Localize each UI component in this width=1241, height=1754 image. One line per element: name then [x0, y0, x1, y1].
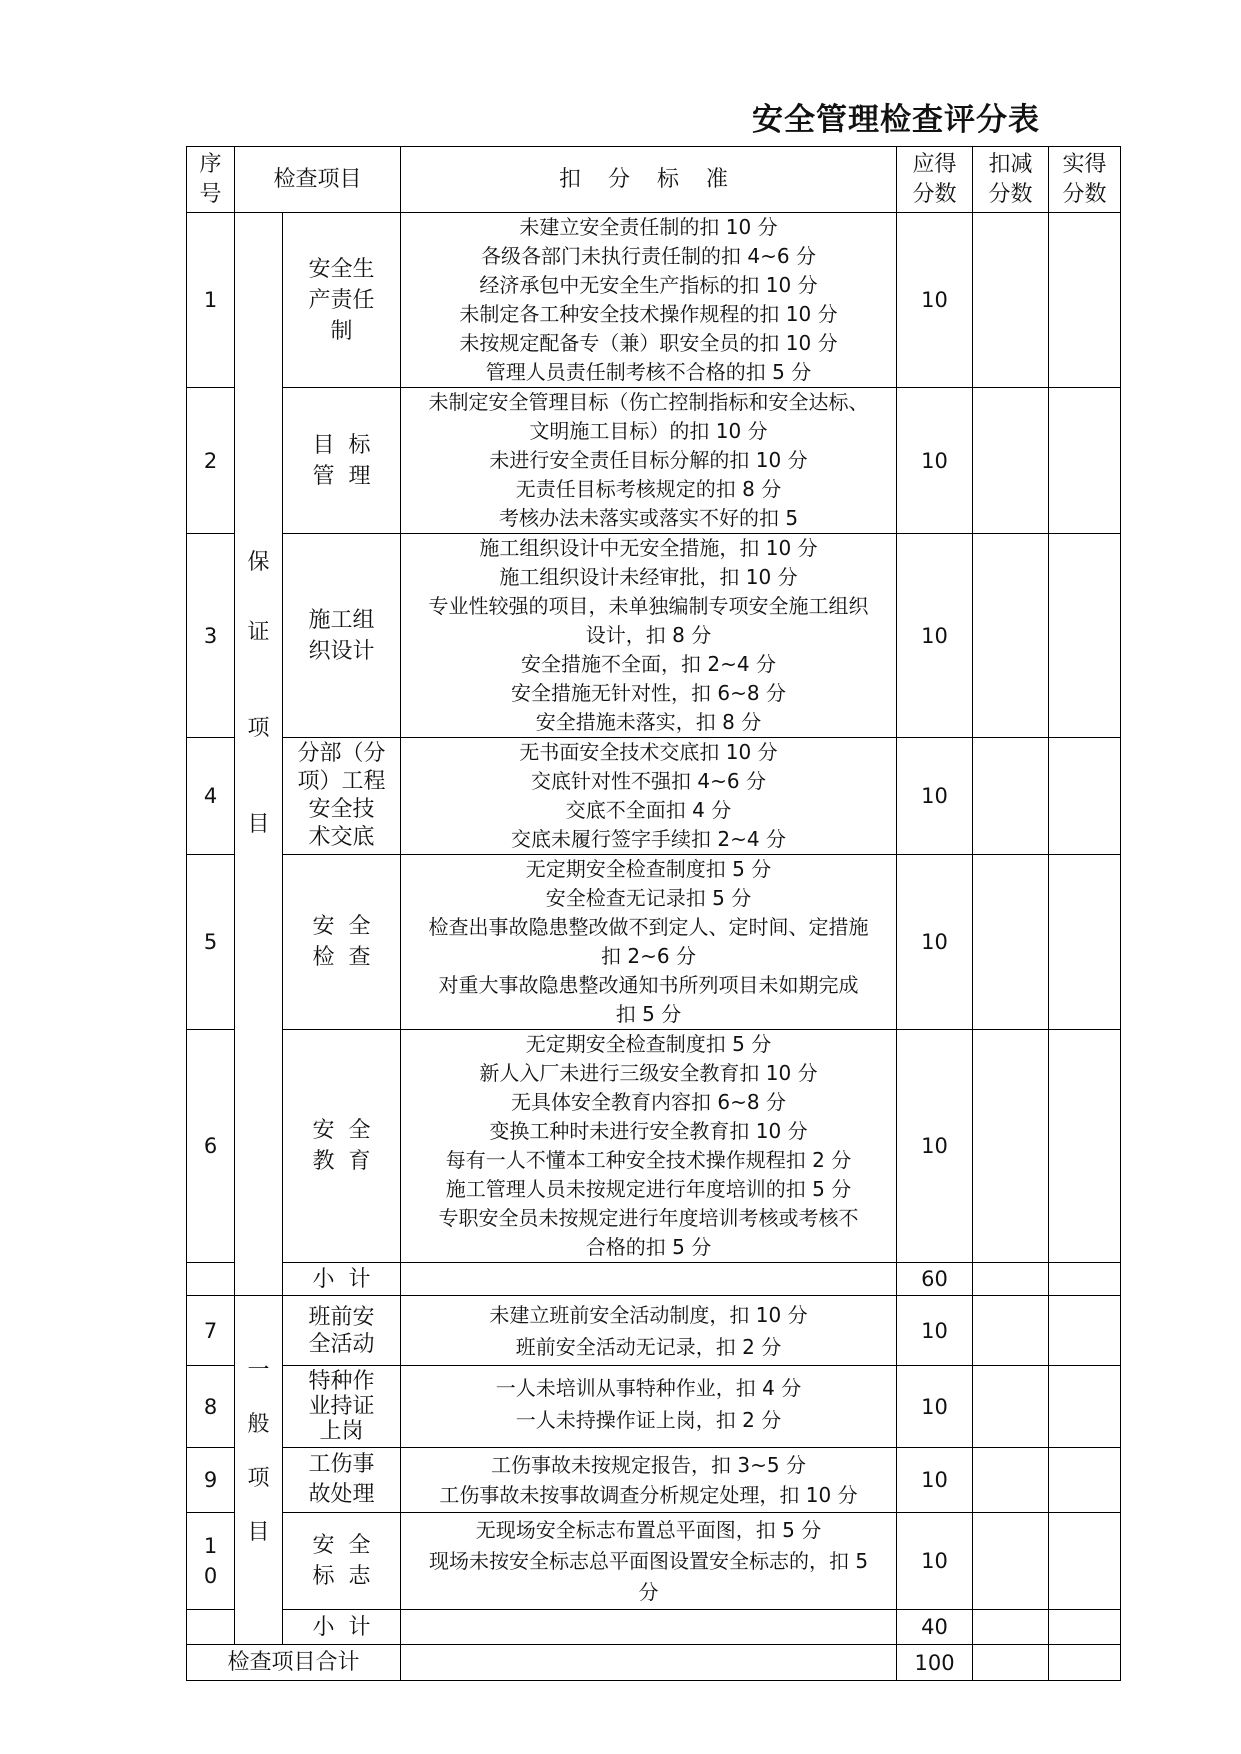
subtotal-actual [1049, 1610, 1121, 1645]
row-item-line: 分部（分 [297, 741, 386, 766]
category-guarantee [235, 213, 283, 1296]
subtotal-seq-empty [187, 1610, 235, 1645]
row-due-score: 10 [897, 1030, 973, 1263]
row-seq: 8 [187, 1366, 235, 1448]
row-actual-score [1049, 534, 1121, 738]
row-actual-score [1049, 738, 1121, 855]
row-actual-score [1049, 1296, 1121, 1366]
row-deduct-score [973, 738, 1049, 855]
row-seq: 2 [187, 388, 235, 534]
total-label: 检查项目合计 [187, 1645, 401, 1681]
row-item-line: 工伤事 [308, 1452, 375, 1477]
rule-line: 安全措施不全面，扣 2~4 分 [521, 652, 776, 676]
row-due-score: 10 [897, 738, 973, 855]
rule-line: 一人未培训从事特种作业，扣 4 分 [495, 1376, 802, 1400]
header-due-line2: 分数 [912, 181, 957, 207]
rule-line: 无责任目标考核规定的扣 8 分 [515, 477, 782, 501]
category-char: 项 [247, 716, 270, 741]
header-row [187, 147, 1121, 213]
table-row [187, 388, 1121, 534]
header-item: 检查项目 [235, 147, 401, 213]
row-seq-digit: 0 [203, 1564, 218, 1588]
row-actual-score [1049, 1366, 1121, 1448]
row-deduct-score [973, 534, 1049, 738]
rule-line: 对重大事故隐患整改通知书所列项目未如期完成 [438, 973, 859, 997]
rule-line: 安全检查无记录扣 5 分 [545, 886, 752, 910]
row-rules [401, 1296, 897, 1366]
category-char: 保 [247, 550, 270, 575]
header-seq-line1: 序 [199, 151, 222, 177]
rule-line: 经济承包中无安全生产指标的扣 10 分 [479, 273, 818, 297]
row-item-line: 业持证 [308, 1394, 375, 1419]
table-row [187, 1448, 1121, 1513]
category-char: 目 [247, 812, 270, 837]
row-rules [401, 1366, 897, 1448]
row-actual-score [1049, 388, 1121, 534]
subtotal-rules-empty [401, 1610, 897, 1645]
row-due-score: 10 [897, 855, 973, 1030]
row-deduct-score [973, 213, 1049, 388]
rule-line: 未建立班前安全活动制度，扣 10 分 [489, 1302, 808, 1327]
row-item-line: 标 志 [312, 1564, 371, 1589]
rule-line: 未进行安全责任目标分解的扣 10 分 [489, 448, 808, 472]
row-deduct-score [973, 1513, 1049, 1610]
row-rules [401, 1030, 897, 1263]
table-row [187, 738, 1121, 855]
row-actual-score [1049, 855, 1121, 1030]
rule-line: 班前安全活动无记录，扣 2 分 [515, 1334, 782, 1359]
rule-line: 无定期安全检查制度扣 5 分 [525, 1032, 772, 1056]
row-rules [401, 1448, 897, 1513]
row-seq: 5 [187, 855, 235, 1030]
rule-line: 扣 5 分 [615, 1002, 682, 1026]
row-deduct-score [973, 855, 1049, 1030]
rule-line: 专业性较强的项目，未单独编制专项安全施工组织 [428, 594, 869, 618]
row-seq: 1 [187, 213, 235, 388]
row-rules [401, 534, 897, 738]
rule-line: 未制定安全管理目标（伤亡控制指标和安全达标、 [428, 390, 869, 414]
row-item-line: 安全技 [308, 797, 375, 822]
row-deduct-score [973, 1448, 1049, 1513]
rule-line: 无书面安全技术交底扣 10 分 [519, 740, 778, 764]
row-due-score: 10 [897, 388, 973, 534]
row-item-line: 上岗 [319, 1419, 364, 1444]
table-row [187, 1513, 1121, 1610]
header-deduct-line2: 分数 [988, 181, 1033, 207]
rule-line: 交底未履行签字手续扣 2~4 分 [511, 827, 786, 851]
row-item-line: 班前安 [308, 1304, 375, 1330]
header-due [897, 147, 973, 213]
row-item-line: 安 全 [312, 1118, 371, 1143]
rule-line: 施工组织设计未经审批，扣 10 分 [499, 565, 798, 589]
total-score: 100 [897, 1645, 973, 1681]
rule-line: 交底不全面扣 4 分 [565, 798, 732, 822]
row-actual-score [1049, 1513, 1121, 1610]
category-char: 般 [247, 1412, 270, 1437]
category-general [235, 1296, 283, 1645]
row-item-line: 管 理 [312, 463, 371, 489]
subtotal-score: 40 [897, 1610, 973, 1645]
rule-line: 一人未持操作证上岗，扣 2 分 [515, 1408, 782, 1432]
subtotal-rules-empty [401, 1263, 897, 1296]
row-due-score: 10 [897, 1448, 973, 1513]
rule-line: 考核办法未落实或落实不好的扣 5 [498, 506, 799, 530]
subtotal-row [187, 1263, 1121, 1296]
row-item-line: 安 全 [312, 914, 371, 939]
rule-line: 分 [638, 1579, 659, 1604]
row-item-line: 织设计 [308, 638, 375, 664]
rule-line: 工伤事故未按事故调查分析规定处理，扣 10 分 [439, 1483, 858, 1507]
rule-line: 各级各部门未执行责任制的扣 4~6 分 [481, 244, 816, 268]
rule-line: 每有一人不懂本工种安全技术操作规程扣 2 分 [445, 1148, 852, 1172]
row-item-line: 全活动 [308, 1331, 375, 1357]
header-standard: 扣 分 标 准 [401, 147, 897, 213]
category-char: 项 [247, 1466, 270, 1491]
header-actual-line2: 分数 [1062, 181, 1107, 207]
rule-line: 现场未按安全标志总平面图设置安全标志的，扣 5 [428, 1548, 869, 1573]
rule-line: 检查出事故隐患整改做不到定人、定时间、定措施 [428, 915, 869, 939]
row-item-line: 产责任 [308, 287, 375, 313]
row-item-line: 制 [330, 318, 353, 344]
page-title: 安全管理检查评分表 [752, 102, 1040, 138]
rule-line: 未建立安全责任制的扣 10 分 [519, 215, 778, 239]
rule-line: 专职安全员未按规定进行年度培训考核或考核不 [438, 1206, 859, 1230]
row-item [283, 1448, 401, 1513]
rule-line: 施工组织设计中无安全措施，扣 10 分 [479, 536, 818, 560]
row-seq: 6 [187, 1030, 235, 1263]
rule-line: 安全措施未落实，扣 8 分 [535, 710, 762, 734]
row-item-line: 目 标 [312, 432, 371, 458]
subtotal-seq-empty [187, 1263, 235, 1296]
row-item-line: 教 育 [312, 1149, 371, 1174]
row-item-line: 特种作 [308, 1369, 375, 1394]
total-row [187, 1645, 1121, 1681]
row-item-line: 检 查 [312, 945, 371, 970]
category-char: 证 [247, 620, 270, 645]
row-rules [401, 855, 897, 1030]
rule-line: 无具体安全教育内容扣 6~8 分 [511, 1090, 786, 1114]
table-row [187, 855, 1121, 1030]
header-actual-line1: 实得 [1062, 151, 1107, 177]
subtotal-row [187, 1610, 1121, 1645]
row-item-line: 项）工程 [297, 769, 386, 794]
row-item-line: 施工组 [308, 607, 375, 633]
row-item-line: 故处理 [308, 1482, 375, 1507]
row-rules [401, 388, 897, 534]
row-due-score: 10 [897, 1366, 973, 1448]
row-rules [401, 738, 897, 855]
row-item-line: 术交底 [308, 825, 375, 850]
rule-line: 工伤事故未按规定报告，扣 3~5 分 [491, 1453, 806, 1477]
subtotal-deduct [973, 1610, 1049, 1645]
row-seq-digit: 1 [203, 1534, 218, 1558]
row-item [283, 1030, 401, 1263]
row-due-score: 10 [897, 213, 973, 388]
row-due-score: 10 [897, 1296, 973, 1366]
rule-line: 施工管理人员未按规定进行年度培训的扣 5 分 [445, 1177, 852, 1201]
table-row [187, 1296, 1121, 1366]
row-seq: 7 [187, 1296, 235, 1366]
rule-line: 新人入厂未进行三级安全教育扣 10 分 [479, 1061, 818, 1085]
row-deduct-score [973, 388, 1049, 534]
row-seq: 3 [187, 534, 235, 738]
header-seq-line2: 号 [199, 181, 222, 207]
subtotal-label: 小 计 [283, 1263, 401, 1296]
total-rules-empty [401, 1645, 897, 1681]
rule-line: 无现场安全标志布置总平面图，扣 5 分 [475, 1517, 822, 1542]
total-deduct [973, 1645, 1049, 1681]
row-item [283, 534, 401, 738]
subtotal-actual [1049, 1263, 1121, 1296]
score-table [186, 146, 1121, 1681]
row-seq: 9 [187, 1448, 235, 1513]
subtotal-label: 小 计 [283, 1610, 401, 1645]
row-deduct-score [973, 1030, 1049, 1263]
row-seq [187, 1513, 235, 1610]
rule-line: 合格的扣 5 分 [585, 1235, 712, 1259]
subtotal-score: 60 [897, 1263, 973, 1296]
row-rules [401, 1513, 897, 1610]
table-row [187, 213, 1121, 388]
table-row [187, 1030, 1121, 1263]
rule-line: 变换工种时未进行安全教育扣 10 分 [489, 1119, 808, 1143]
row-item [283, 213, 401, 388]
header-actual [1049, 147, 1121, 213]
row-item [283, 738, 401, 855]
row-item [283, 1296, 401, 1366]
rule-line: 未制定各工种安全技术操作规程的扣 10 分 [459, 302, 838, 326]
rule-line: 安全措施无针对性，扣 6~8 分 [511, 681, 786, 705]
row-deduct-score [973, 1366, 1049, 1448]
rule-line: 管理人员责任制考核不合格的扣 5 分 [485, 360, 812, 384]
header-deduct-line1: 扣减 [988, 151, 1033, 177]
rule-line: 交底针对性不强扣 4~6 分 [531, 769, 766, 793]
header-deduct [973, 147, 1049, 213]
total-actual [1049, 1645, 1121, 1681]
header-due-line1: 应得 [912, 151, 957, 177]
row-item-line: 安 全 [312, 1533, 371, 1558]
category-char: 目 [247, 1520, 270, 1545]
rule-line: 无定期安全检查制度扣 5 分 [525, 857, 772, 881]
category-char: 一 [247, 1358, 270, 1383]
row-rules [401, 213, 897, 388]
row-actual-score [1049, 1448, 1121, 1513]
row-item [283, 855, 401, 1030]
rule-line: 设计，扣 8 分 [585, 623, 712, 647]
row-item-line: 安全生 [308, 256, 375, 282]
table-row [187, 1366, 1121, 1448]
row-item [283, 388, 401, 534]
subtotal-deduct [973, 1263, 1049, 1296]
rule-line: 未按规定配备专（兼）职安全员的扣 10 分 [459, 331, 838, 355]
row-item [283, 1513, 401, 1610]
row-item [283, 1366, 401, 1448]
row-deduct-score [973, 1296, 1049, 1366]
row-seq: 4 [187, 738, 235, 855]
rule-line: 文明施工目标）的扣 10 分 [529, 419, 768, 443]
row-actual-score [1049, 1030, 1121, 1263]
row-due-score: 10 [897, 1513, 973, 1610]
rule-line: 扣 2~6 分 [601, 944, 696, 968]
row-actual-score [1049, 213, 1121, 388]
row-due-score: 10 [897, 534, 973, 738]
header-seq [187, 147, 235, 213]
table-row [187, 534, 1121, 738]
